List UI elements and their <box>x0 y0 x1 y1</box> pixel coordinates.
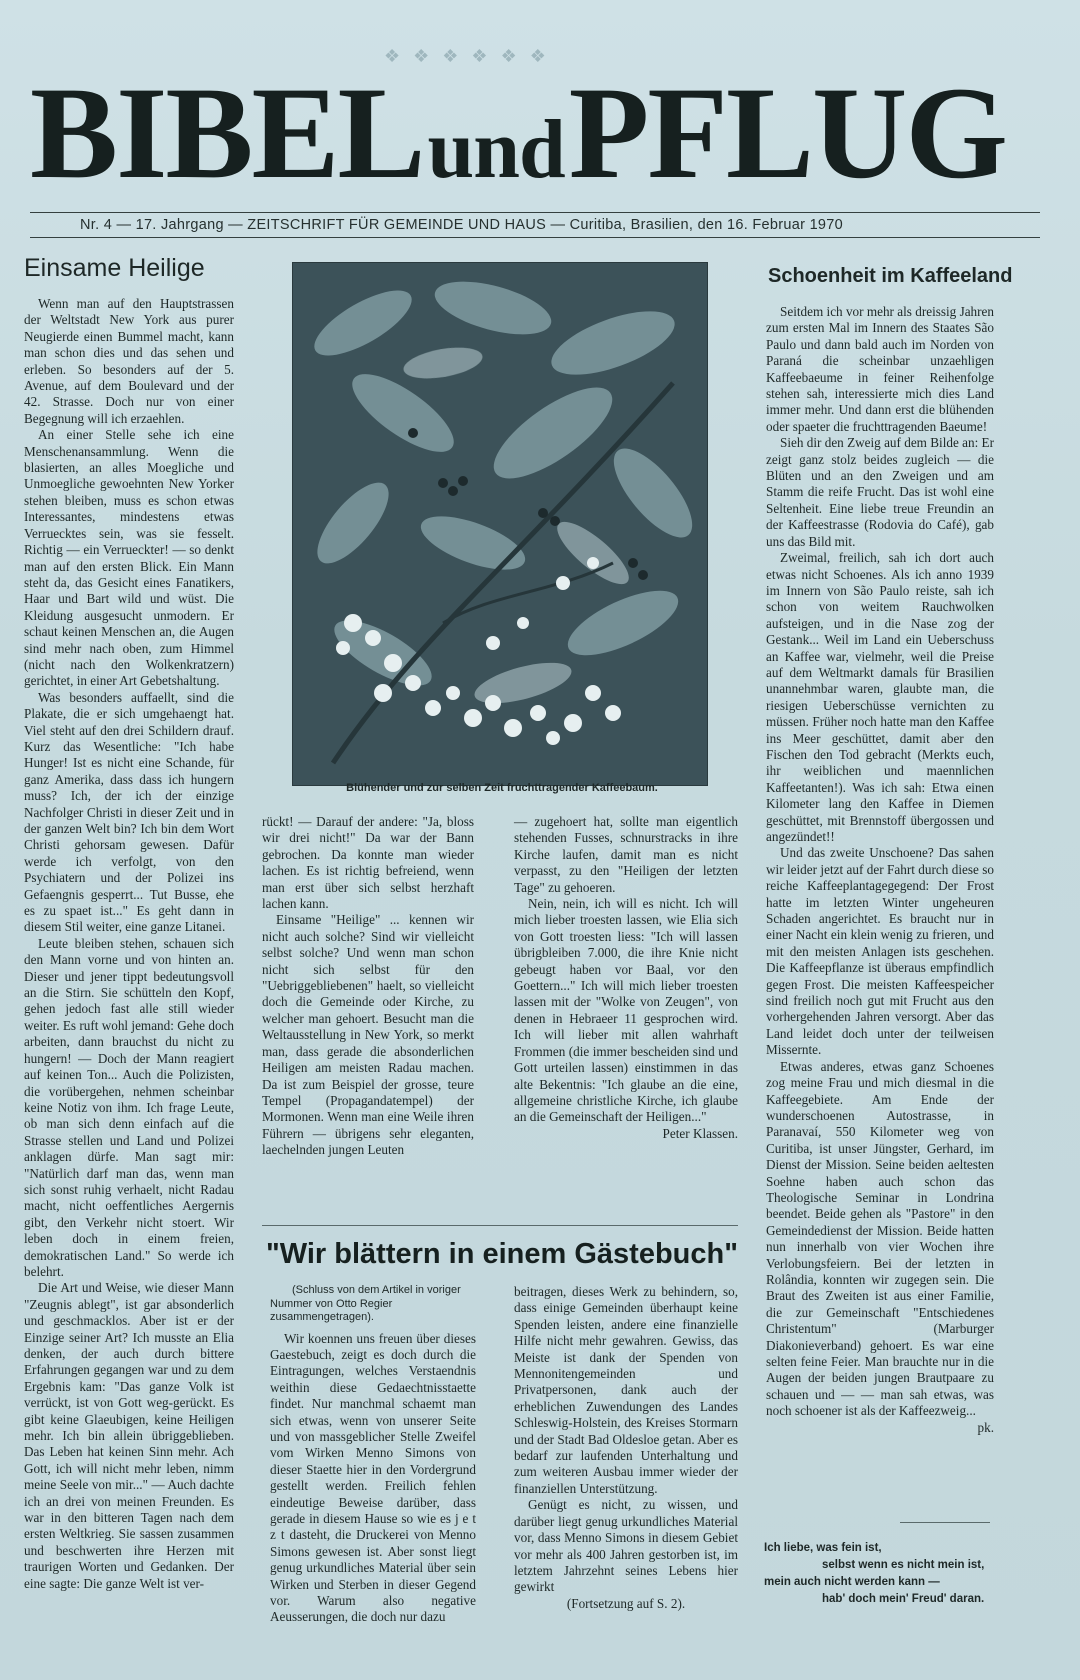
paragraph: Nein, nein, ich will es nicht. Ich will mich lieber troesten lassen, wie Elia sich von Gott troesten liess: "Ich will lassen übrigbleiben 7.000, die ihre Knie nicht gebeugt haben vor Baal, vor den Goettern..." Ich will mich lieber troesten lassen mit der "Wolke von Zeugen", von denen in Hebraeer 11 gesprochen wird. Ich will lieber mit allen wahrhaft Frommen (die immer bescheiden sind und Gott urteilen lassen) einstimmen in das alte Bekentnis: "Ich glaube an die eine, allgemeine christliche Kirche, ich glaube an die Gemeinschaft der Heiligen..." <box>514 896 738 1125</box>
masthead-title-pflug: PFLUG <box>568 59 1007 206</box>
coffee-tree-photo <box>292 262 708 786</box>
paragraph: Leute bleiben stehen, schauen sich den Mann vorne und von hinten an. Dieser und jener tippt bedeutungsvoll an die Stirn. Sie schütteln den Kopf, gehen jedoch fast alle still wieder weiter. Es ruft wohl jemand: Gehe doch arbeiten, dann brauchst du nicht zu hungern! — Doch der Mann reagiert auf keinen Ton... Auch die Polizisten, die vorübergehen, nehmen scheinbar keine Notiz von ihm. Ich frage Leute, ob man sich denn einfach auf die Strasse stellen und Land und Polizei anklagen dürfe. Man sagt mir: "Natürlich darf man das, wenn man sich sonst ruhig verhaelt, nicht Radau macht, nicht oeffentliches Aergernis gibt, den Verkehr nicht stoert. Wir leben doch in einem freien, demokratischen Land." So werde ich belehrt. <box>24 935 234 1279</box>
guestbook-column-1 <box>270 1284 476 1626</box>
poem-line: Ich liebe, was fein ist, <box>764 1542 882 1554</box>
masthead <box>30 59 1030 206</box>
guestbook-column-2 <box>514 1284 738 1612</box>
coffee-branch-illustration <box>293 263 707 785</box>
paragraph: Seitdem ich vor mehr als dreissig Jahren zum ersten Mal im Innern des Staates São Paulo und dann bald auch im Norden von Paraná die scheinbar unzaehligen Kaffeebaeume in feiner Reihenfolge stehen sah, interessierte mich dies Land immer mehr. Und dann erst die blühenden oder spaeter die fruchttragenden Baeume! <box>766 304 994 434</box>
poem-line: mein auch nicht werden kann — <box>764 1576 940 1588</box>
paragraph: — zugehoert hat, sollte man eigentlich stehenden Fusses, schnurstracks in ihre Kirche laufen, damit man es nicht verpasst, zu den "Heiligen der letzten Tage" zu gehoeren. <box>514 814 738 895</box>
issue-line: Nr. 4 — 17. Jahrgang — ZEITSCHRIFT FÜR GEMEINDE UND HAUS — Curitiba, Brasilien, den 16. Februar 1970 <box>30 212 1040 238</box>
masthead-title-bibel: BIBEL <box>30 59 424 206</box>
poem-line: selbst wenn es nicht mein ist, <box>822 1559 985 1571</box>
paragraph: Was besonders auffaellt, sind die Plakate, die er sich umgehaengt hat. Viel steht auf den drei Schildern drauf. Kurz das Wesentliche: "Ich habe Hunger! Ist es nicht eine Schande, für ganz Amerika, dass dass ich hungern muss? Ich, der ich der einzige Nachfolger Christi in dieser Zeit und in der ganzen Welt bin? Ich bin dem Wort Christi gehorsam gewesen. Dafür werde ich verfolgt, von den Psychiatern und der Polizei ins Gefaengnis gesperrt... Tut Busse, ehe es zu spaet ist..." Es geht dann in diesem Stil weiter, eine ganze Litanei. <box>24 689 234 935</box>
paragraph: Wenn man auf den Hauptstrassen der Weltstadt New York aus purer Neugierde einen Bummel macht, kann man schon dies und das sehen und erleben. So besonders auf der 5. Avenue, auf dem Boulevard und der 42. Strasse. Doch nur von einer Begegnung will ich erzaehlen. <box>24 296 234 426</box>
heading-einsame-heilige: Einsame Heilige <box>24 254 205 282</box>
right-column-text <box>766 304 994 1436</box>
poem-line: hab' doch mein' Freud' daran. <box>822 1593 985 1605</box>
middle-column-2 <box>514 814 738 1142</box>
left-column-text <box>24 296 234 1592</box>
continuation-note: (Fortsetzung auf S. 2). <box>566 1595 686 1611</box>
paragraph: Einsame "Heilige" ... kennen wir nicht auch solche? Sind wir vielleicht selbst solche? Und wenn man schon nicht sich selbst für den "Uebriggebliebenen" haelt, so vielleicht doch die Gemeinde oder Kirche, zu welcher man gehoert. Besucht man die Weltausstellung in New York, so merkt man, dass gerade die absonderlichen Heiligen am meisten Radau machen. Da ist zum Beispiel der grosse, teure Tempel (Propagandatempel) der Mormonen. Wenn man eine Weile ihren Führern — übrigens sehr eleganten, laechelnden jungen Leuten <box>262 912 474 1158</box>
paragraph: Sieh dir den Zweig auf dem Bilde an: Er zeigt ganz stolz beides zugleich — die Blüten und an den Zweigen und am Stamm die reife Frucht. Das ist wohl eine Seltenheit. Eine liebe treue Freundin an der Kaffeestrasse (Rodovia do Café), gab uns das Bild mit. <box>766 435 994 549</box>
paragraph: Und das zweite Unschoene? Das sahen wir leider jetzt auf der Fahrt durch diese so reiche Kaffeeplantagegegend: Der Frost hatte im letzten Winter ungeheuren Schaden angerichtet. Es braucht nur in einer Nacht ein klein wenig zu frieren, und mit den meisten Anlagen ists geschehen. Die Kaffeepflanze ist überaus empfindlich gegen Frost. Die meisten Kaffeespeicher sind freilich noch gut mit Frucht aus den vorhergehenden Jahren versorgt. Aber das Land leidet doch unter der teilweisen Missernte. <box>766 845 994 1058</box>
paragraph: beitragen, dieses Werk zu behindern, so, dass einige Gemeinden überhaupt keine Spenden leisten, andere eine finanzielle Hilfe nicht mehr gewahren. Gewiss, das Meiste ist dank der Spenden von Mennonitengemeinden und Privatpersonen, dank auch der erheblichen Zuwendungen des Landes Schleswig-Holstein, des Kreises Stormarn und der Stadt Bad Oldesloe getan. Aber es bedarf zur laufenden Unterhaltung und zum weiteren Ausbau immer wieder der finanziellen Unterstützung. <box>514 1284 738 1496</box>
paragraph: Die Art und Weise, wie dieser Mann "Zeugnis ablegt", ist gar absonderlich und geschmacklos. Aber ist er der Einzige seiner Art? Ich musste an Elia denken, der auch durch bittere Erfahrungen gegangen war und zu dem Ergebnis kam: "Das ganze Volk ist verrückt, ist von Gott weg-gerückt. Es gibt keine Glaeubigen, keine Heiligen mehr. Ich bin allein übriggeblieben. Das Leben hat keinen Sinn mehr. Ach Gott, ich will nicht mehr leben, nimm meine Seele von mir..." — Auch dachte ich an drei von meinen Freunden. Es war in den bitteren Tagen nach dem ersten Weltkrieg. Sie sassen zusammen und beschwerten ihre Herzen mit traurigen Worten und Gedanken. Der eine sagte: Die ganze Welt ist ver- <box>24 1280 234 1591</box>
paragraph: Genügt es nicht, zu wissen, und darüber liegt genug urkundliches Material vor, dass Menno Simons in diesem Gebiet vor mehr als 400 Jahren gestorben ist, im letztem Jahrzehnt seines Lebens hier gewirkt <box>514 1497 738 1595</box>
author-signature: Peter Klassen. <box>662 1125 738 1141</box>
heading-schoenheit-im-kaffeeland: Schoenheit im Kaffeeland <box>768 265 1013 287</box>
middle-column-1 <box>262 814 474 1159</box>
paragraph: An einer Stelle sehe ich eine Menschenansammlung. Wenn die blasierten, an alles Moegliche und Unmoegliche gewoehnten New Yorker stehen bleiben, muss es schon etwas Interessantes, mindestens etwas Verruecktes sein, was sie fesselt. Richtig — ein Verrueckter! — so denkt man auf den ersten Blick. Ein Mann steht da, das Gesicht eines Fanatikers, Haar und Bart wild und wüst. Die Kleidung ausgesucht unmodern. Er schaut keinen Menschen an, die Augen sind mehr nach oben, zum Himmel (nicht nach den Wolkenkratzern) gerichtet, in einer Art Gebetshaltung. <box>24 427 234 689</box>
closing-poem <box>764 1540 994 1608</box>
section-divider <box>262 1225 738 1226</box>
paragraph: Zweimal, freilich, sah ich dort auch etwas nicht Schoenes. Als ich anno 1939 im Innern von São Paulo reiste, sah ich schon von weitem Rauchwolken aufsteigen, und in die Nase zog der Gestank... Weil im Land ein Ueberschuss an Kaffee war, vielmehr, weil die Preise auf dem Weltmarkt damals für Brasilien unannehmbar waren, glaubte man, die riesigen Ueberschüsse vernichten zu müssen. Früher noch hatte man den Kaffee ins Meer geschüttet, damit aber den Fischen den Tod gebracht (Merkts euch, ihr weiblichen und maennlichen Kaffeetanten!). Was ich sah: Etwa einen Kilometer lang den Kaffee in Diemen geschüttet, mit Brennstoff übergossen und angezündet!! <box>766 550 994 844</box>
heading-gaestebuch: "Wir blättern in einem Gästebuch" <box>266 1238 738 1270</box>
masthead-title-und: und <box>427 103 565 196</box>
show-through-text: ❖ ❖ ❖ ❖ ❖ ❖ <box>380 46 546 66</box>
editor-note: (Schluss von dem Artikel in voriger Nummer von Otto Regier zusammengetragen). <box>270 1284 461 1323</box>
poem-divider <box>900 1522 990 1523</box>
photo-caption: Blühender und zur selben Zeit fruchttragender Kaffeebaum. <box>346 782 658 794</box>
paragraph: Wir koennen uns freuen über dieses Gaestebuch, zeigt es doch durch die Eintragungen, welches Verstaendnis weithin diese Gedaechtnisstaette findet. Nur manchmal schaemt man sich etwas, wenn von unserer Seite und von massgeblicher Stelle Zweifel vom Wirken Menno Simons von dieser Staette hier in den Vordergrund gestellt werden. Freilich fehlen eindeutige Beweise darüber, dass gerade in diesem Hause so wie es j e t z t dasteht, die Druckerei von Menno Simons gewesen ist. Aber sonst liegt genug urkundliches Material über sein Wirken und Sterben in dieser Gegend vor. Warum also negative Aeusserungen, die doch nur dazu <box>270 1330 476 1625</box>
paragraph: Etwas anderes, etwas ganz Schoenes zog meine Frau und mich diesmal in die Kaffeegebiete. Am Ende der wunderschoenen Autostrasse, in Paranavaí, 550 Kilometer weg von Curitiba, ist unser Jüngster, Gerhard, im Dienst der Mission. Seine beiden aeltesten Soehne haben auch schon das Theologische Seminar in Londrina beendet. Beide gehen als "Pastore" in den Gemeindedienst der Mission. Beide hatten nun innerhalb von vier Wochen ihre Verlobungsfeiern. Bei der letzten in Rolândia, konnten wir zugegen sein. Die Braut des Zweiten ist aus einer Familie, die zur Gemeinschaft "Entschiedenes Christentum" (Marburger Diakonieverband) gehoert. Es war eine selten feine Feier. Man brauchte nur in die Augen der beiden jungen Brautpaare zu schauen und — — man sah etwas, was noch schoener ist als der Kaffeezweig... <box>766 1058 994 1419</box>
paragraph: rückt! — Darauf der andere: "Ja, bloss wir drei nicht!" Da war der Bann gebrochen. Da konnte man wieder lachen. Es ist richtig befreiend, wenn man erst über sich selbst herzhaft lachen kann. <box>262 814 474 912</box>
author-signature: pk. <box>977 1419 994 1435</box>
